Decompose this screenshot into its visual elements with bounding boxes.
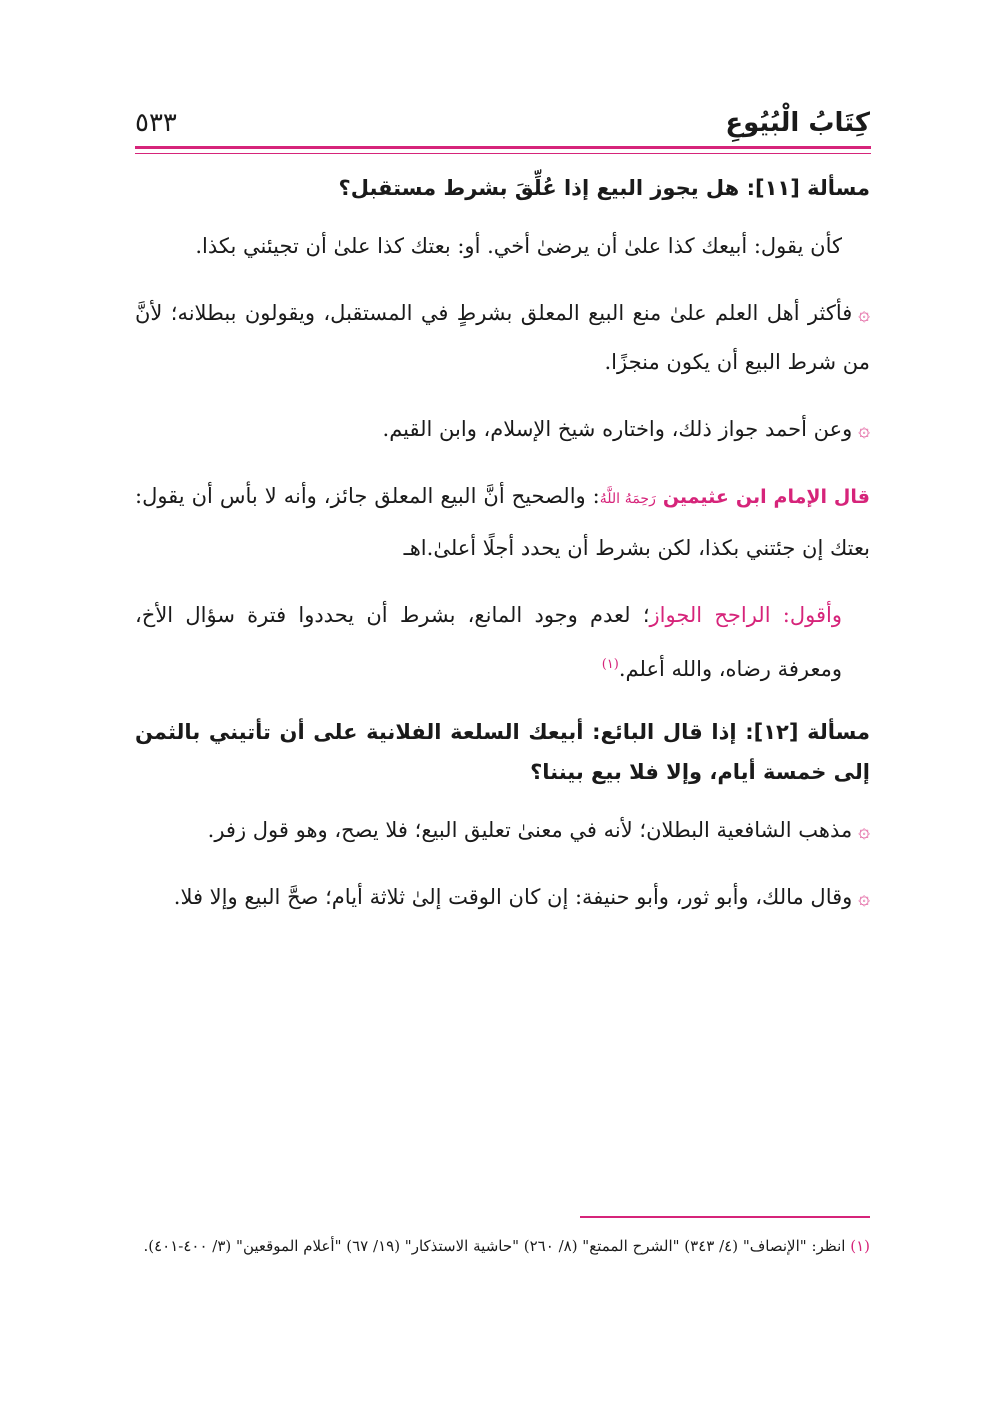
- quoted-scholar: قال الإمام ابن عثيمين: [662, 486, 870, 508]
- paragraph-majority: [135, 289, 870, 387]
- honorific: رَحِمَهُ اللَّهُ: [599, 491, 656, 507]
- flower-ornament-icon: ۞: [858, 885, 870, 909]
- flower-ornament-icon: ۞: [858, 818, 870, 842]
- question-title: هل يجوز البيع إذا عُلِّقَ بشرط مستقبل؟: [338, 176, 740, 200]
- paragraph-author-opinion: [135, 591, 870, 694]
- footnote-separator: [580, 1216, 870, 1218]
- book-title: كِتَابُ الْبُيُوعِ: [725, 108, 870, 138]
- flower-ornament-icon: ۞: [858, 301, 870, 325]
- preferred-ruling: الراجح الجواز: [649, 603, 771, 627]
- question-title: إذا قال البائع: أبيعك السلعة الفلانية على أن تأتيني بالثمن إلى خمسة أيام، وإلا فلا بيع بيننا؟: [135, 720, 870, 784]
- paragraph-malik: [135, 873, 870, 922]
- question-12-heading: [135, 712, 870, 792]
- page-number: ٥٣٣: [135, 108, 177, 138]
- footnote-text: انظر: "الإنصاف" (٤/ ٣٤٣) "الشرح الممتع" (٨/ ٢٦٠) "حاشية الاستذكار" (١٩/ ٦٧) "أعلام الموقعين" (٣/ ٤٠٠-٤٠١).: [143, 1237, 846, 1255]
- paragraph-text: وقال مالك، وأبو ثور، وأبو حنيفة: إن كان الوقت إلىٰ ثلاثة أيام؛ صحَّ البيع وإلا فلا.: [173, 885, 853, 909]
- paragraph-text: مذهب الشافعية البطلان؛ لأنه في معنىٰ تعليق البيع؛ فلا يصح، وهو قول زفر.: [207, 818, 853, 842]
- flower-ornament-icon: ۞: [858, 417, 870, 441]
- header-rule-thick: [135, 146, 871, 149]
- opinion-lead: وأقول:: [782, 603, 842, 627]
- paragraph-text: ؛ لعدم وجود المانع، بشرط أن يحددوا فترة سؤال الأخ، ومعرفة رضاه، والله أعلم.: [135, 603, 842, 681]
- paragraph-ibn-uthaymin: [135, 472, 870, 573]
- paragraph-text: : والصحيح أنَّ البيع المعلق جائز، وأنه لا بأس أن يقول: بعتك إن جئتني بكذا، لكن بشرط أن يحدد أجلًا أعلىٰ.اهـ: [135, 484, 870, 560]
- footnote-number: (١): [850, 1237, 870, 1255]
- paragraph-ahmad: [135, 405, 870, 454]
- paragraph-text: وعن أحمد جواز ذلك، واختاره شيخ الإسلام، وابن القيم.: [382, 417, 853, 441]
- question-11-heading: [135, 168, 870, 208]
- main-text: [135, 168, 870, 940]
- paragraph-text: فأكثر أهل العلم علىٰ منع البيع المعلق بشرطٍ في المستقبل، ويقولون ببطلانه؛ لأنَّ من شرط البيع أن يكون منجزًا.: [135, 301, 870, 374]
- question-label: مسألة [١٢]:: [745, 720, 870, 744]
- footnote-reference[interactable]: (١): [601, 657, 619, 672]
- footnote: [135, 1230, 870, 1262]
- paragraph-shafii: [135, 806, 870, 855]
- header-rule-thin: [135, 153, 871, 154]
- question-label: مسألة [١١]:: [746, 176, 870, 200]
- running-header: [135, 108, 870, 144]
- paragraph-example: كأن يقول: أبيعك كذا علىٰ أن يرضىٰ أخي. أو: بعتك كذا علىٰ أن تجيئني بكذا.: [195, 234, 842, 258]
